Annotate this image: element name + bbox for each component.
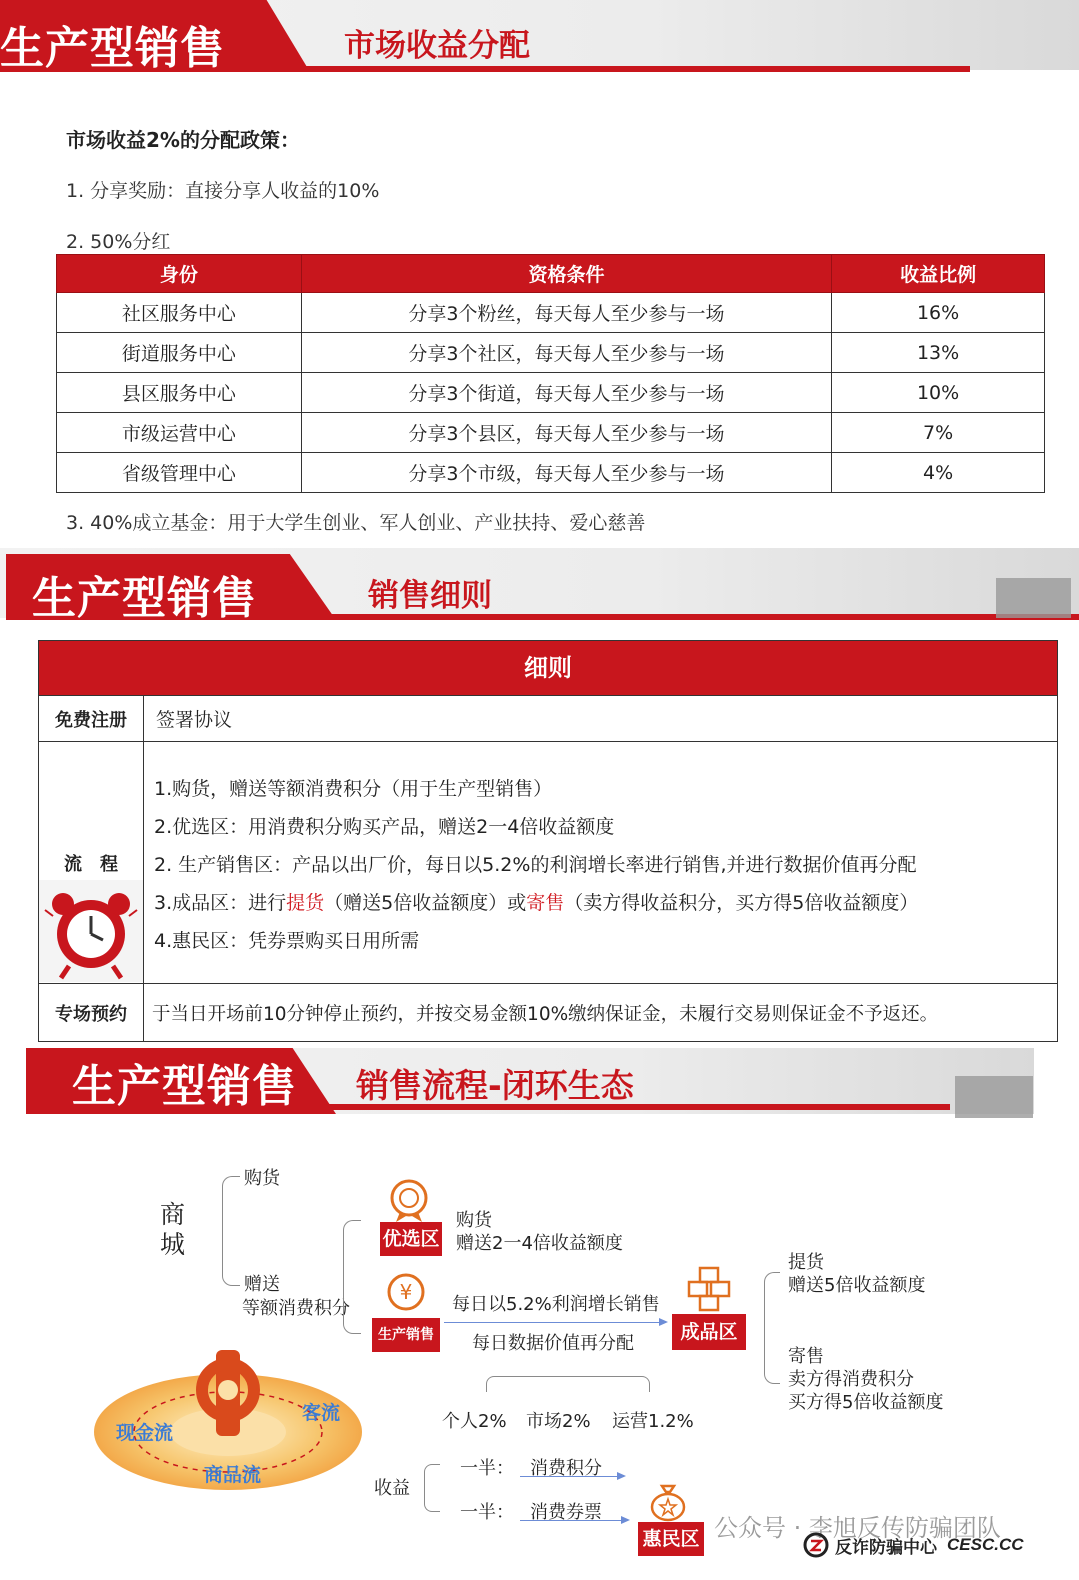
- table-row: [57, 413, 1045, 453]
- boxes-icon: [684, 1266, 734, 1312]
- flow-label-cell: [39, 742, 144, 983]
- blurred-mark: [996, 578, 1071, 618]
- banner-income-distribution: [0, 0, 1079, 80]
- table-cell: 分享3个粉丝，每天每人至少参与一场: [301, 293, 831, 333]
- svg-text:¥: ¥: [399, 1280, 413, 1304]
- finished-bracket: [764, 1272, 780, 1384]
- zone-finished: 成品区: [672, 1314, 746, 1350]
- table-cell: 县区服务中心: [57, 373, 302, 413]
- table-cell: 10%: [832, 373, 1045, 413]
- buy-label: 购货: [244, 1168, 280, 1189]
- table-cell: 4%: [832, 453, 1045, 493]
- footer-org: 反诈防骗中心: [835, 1537, 937, 1558]
- banner-main-title: 生产型销售: [0, 23, 225, 74]
- blurred-mark: [955, 1076, 1033, 1118]
- flow-label: 流 程: [64, 854, 118, 875]
- flow-step-part: （赠送5倍收益额度）或: [324, 892, 527, 914]
- flow-step: [154, 884, 1057, 922]
- anti-fraud-logo-icon: [803, 1532, 829, 1558]
- footer-site: CESC.CC: [947, 1535, 1024, 1554]
- gift-points-label: 等额消费积分: [242, 1298, 350, 1319]
- table-header-cell: 身份: [57, 255, 302, 293]
- zone-bracket: [343, 1220, 361, 1334]
- flow-step: 2.优选区：用消费积分购买产品，赠送2一4倍收益额度: [154, 816, 615, 838]
- award-icon: [386, 1176, 432, 1222]
- mall-label: [160, 1200, 190, 1260]
- banner-main-title: 生产型销售: [32, 573, 257, 624]
- arrow-to-finished: [444, 1322, 666, 1323]
- ops-share: 运营1.2%: [612, 1411, 694, 1432]
- table-cell: 街道服务中心: [57, 333, 302, 373]
- table-row: [57, 373, 1045, 413]
- mall-text: 商城: [160, 1200, 186, 1259]
- arrow-points: [520, 1476, 624, 1477]
- flow-step-part: 3.成品区：进行: [154, 892, 287, 914]
- alarm-clock-icon: [39, 880, 143, 982]
- flow-step: 1.购货，赠送等额消费积分（用于生产型销售）: [154, 778, 553, 800]
- consign-buyer-label: 买方得5倍收益额度: [788, 1392, 944, 1413]
- pickup-label: 提货: [788, 1252, 824, 1273]
- table-cell: 分享3个县区，每天每人至少参与一场: [301, 413, 831, 453]
- table-header-cell: 资格条件: [301, 255, 831, 293]
- flow-steps: [144, 742, 1057, 983]
- free-register-label: 免费注册: [39, 696, 144, 741]
- table-cell: 社区服务中心: [57, 293, 302, 333]
- income-bracket: [424, 1464, 440, 1512]
- table-cell: 分享3个社区，每天每人至少参与一场: [301, 333, 831, 373]
- banner-closed-loop: [0, 1042, 1079, 1122]
- yuan-coin-icon: [386, 1272, 426, 1312]
- mall-bracket: [222, 1176, 240, 1286]
- cash-flow-label: 现金流: [116, 1422, 174, 1444]
- consign-seller-label: 卖方得消费积分: [788, 1369, 914, 1390]
- table-cell: 7%: [832, 413, 1045, 453]
- banner-sales-rules: [0, 548, 1079, 628]
- consign-label: 寄售: [788, 1346, 824, 1367]
- banner-sub-title: 销售细则: [368, 578, 492, 614]
- table-header-row: [57, 255, 1045, 293]
- arrow-coupon: [520, 1520, 628, 1521]
- flow-step: 4.惠民区：凭券票购买日用所需: [154, 930, 420, 952]
- select-buy-label: 购货: [456, 1210, 492, 1231]
- customer-flow-label: 客流: [302, 1402, 341, 1424]
- table-row: [57, 453, 1045, 493]
- flow-step-highlight: 提货: [286, 892, 325, 914]
- half-label: 一半：: [460, 1502, 514, 1523]
- free-register-value: 签署协议: [156, 709, 233, 731]
- flow-step-part: （卖方得收益积分，买方得5倍收益额度）: [564, 892, 919, 914]
- table-row: [39, 695, 1057, 741]
- select-gift-label: 赠送2一4倍收益额度: [456, 1233, 623, 1254]
- table-cell: 13%: [832, 333, 1045, 373]
- gift-label: 赠送: [244, 1274, 280, 1295]
- flow-step-highlight: 寄售: [526, 892, 565, 914]
- split-bracket: [486, 1376, 650, 1392]
- zone-select: 优选区: [380, 1222, 442, 1256]
- daily-data-label: 每日数据价值再分配: [472, 1333, 634, 1354]
- market-share: 市场2%: [526, 1411, 591, 1432]
- zone-production: 生产销售区: [372, 1318, 440, 1352]
- policy-heading: 市场收益2%的分配政策：: [66, 128, 300, 152]
- policy-item-1: 1. 分享奖励：直接分享人收益的10%: [66, 180, 380, 202]
- goods-flow-label: 商品流: [204, 1464, 262, 1486]
- sales-rules-table: [38, 640, 1058, 1042]
- personal-share: 个人2%: [442, 1411, 507, 1432]
- banner-sub-title: 市场收益分配: [344, 28, 530, 64]
- table-row: [39, 983, 1057, 1041]
- half-label: 一半：: [460, 1458, 514, 1479]
- rules-table-title: 细则: [39, 641, 1057, 695]
- table-cell: 16%: [832, 293, 1045, 333]
- banner-main-title: 生产型销售: [72, 1061, 297, 1112]
- pickup-gift-label: 赠送5倍收益额度: [788, 1275, 926, 1296]
- table-cell: 分享3个市级，每天每人至少参与一场: [301, 453, 831, 493]
- table-row: [39, 741, 1057, 983]
- table-cell: 省级管理中心: [57, 453, 302, 493]
- income-label: 收益: [374, 1478, 410, 1499]
- policy-item-3: 3. 40%成立基金：用于大学生创业、军人创业、产业扶持、爱心慈善: [66, 512, 646, 534]
- policy-item-2: 2. 50%分红: [66, 231, 171, 253]
- half-points-value: 消费积分: [530, 1458, 602, 1479]
- money-bag-icon: [646, 1480, 690, 1522]
- footer-logo: [803, 1532, 1024, 1558]
- flow-step: 2. 生产销售区：产品以出厂价，每日以5.2%的利润增长率进行销售,并进行数据价值再分配: [154, 854, 917, 876]
- reservation-label: 专场预约: [39, 984, 144, 1041]
- dividend-table: [56, 254, 1045, 493]
- banner-sub-title: 销售流程-闭环生态: [356, 1066, 634, 1105]
- half-coupon-value: 消费券票: [530, 1502, 602, 1523]
- table-cell: 分享3个街道，每天每人至少参与一场: [301, 373, 831, 413]
- table-header-cell: 收益比例: [832, 255, 1045, 293]
- zone-benefit: 惠民区: [638, 1522, 704, 1556]
- table-row: [57, 333, 1045, 373]
- table-cell: 市级运营中心: [57, 413, 302, 453]
- daily-sale-label: 每日以5.2%利润增长销售: [452, 1294, 660, 1315]
- table-row: [57, 293, 1045, 333]
- wechat-account-watermark: 公众号 · 李旭反传防骗团队: [714, 1514, 1001, 1542]
- reservation-value: 于当日开场前10分钟停止预约，并按交易金额10%缴纳保证金，未履行交易则保证金不予返还。: [152, 1003, 939, 1025]
